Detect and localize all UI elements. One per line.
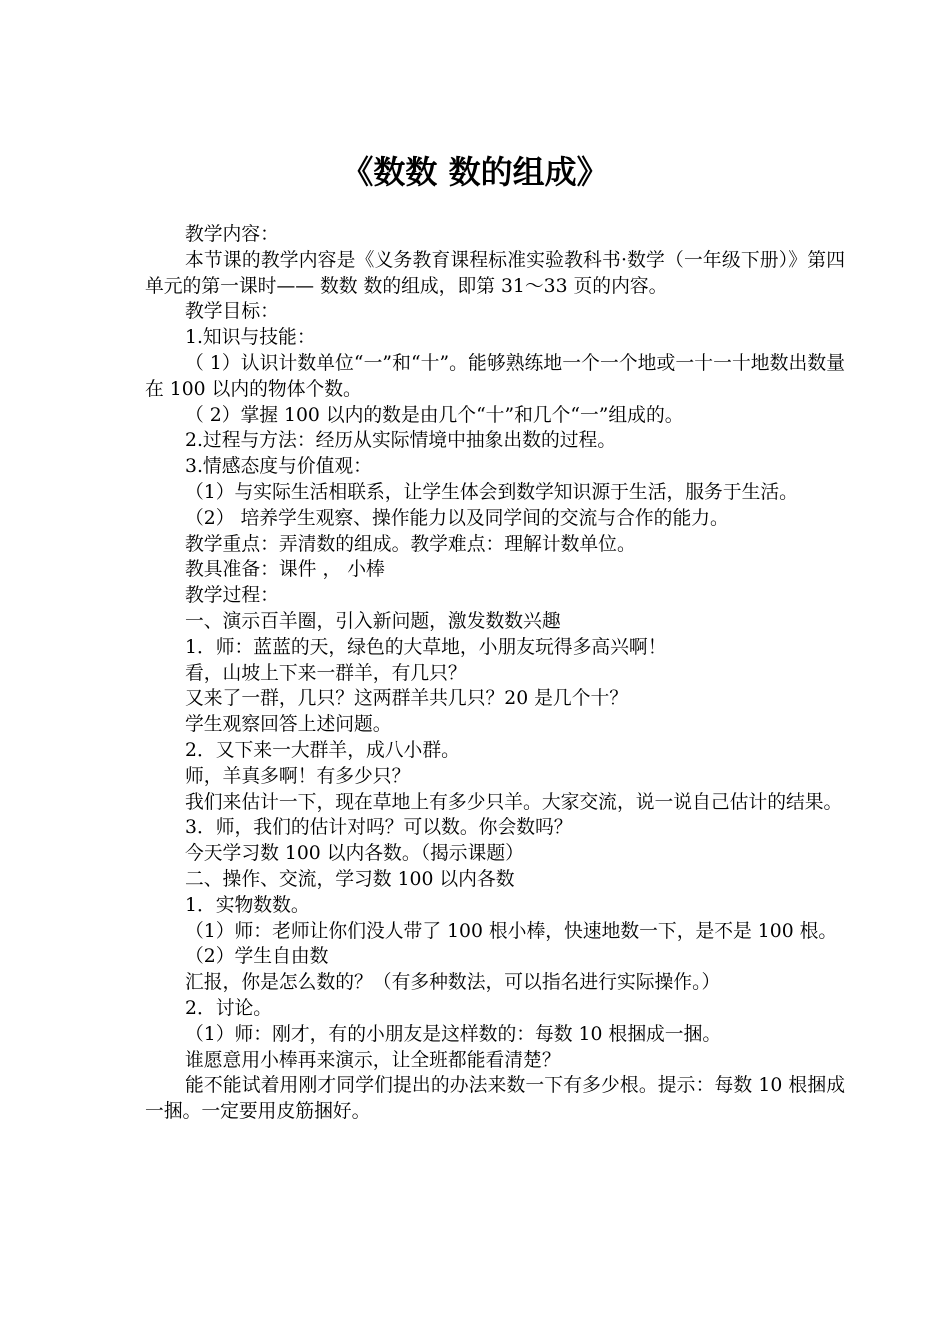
paragraph: 1．实物数数。 (185, 894, 310, 916)
paragraph: （ 2）掌握 100 以内的数是由几个“十”和几个“一”组成的。 (185, 404, 684, 426)
paragraph: 教学内容： (185, 224, 279, 245)
paragraph: 今天学习数 100 以内各数。（揭示课题） (185, 843, 524, 865)
document-body (145, 222, 845, 1125)
paragraph: 2．又下来一大群羊，成八小群。 (185, 739, 460, 761)
document-title: 《数数 数的组成》 (341, 153, 609, 191)
paragraph: （1）与实际生活相联系，让学生体会到数学知识源于生活，服务于生活。 (185, 481, 798, 503)
paragraph: 二、操作、交流，学习数 100 以内各数 (185, 868, 515, 890)
paragraph: （2）学生自由数 (185, 946, 329, 968)
paragraph: 汇报，你是怎么数的？（有多种数法，可以指名进行实际操作。） (185, 972, 721, 994)
paragraph: 2.过程与方法：经历从实际情境中抽象出数的过程。 (185, 430, 617, 452)
paragraph: 谁愿意用小棒再来演示，让全班都能看清楚？ (185, 1049, 561, 1071)
paragraph: 2．讨论。 (185, 997, 273, 1019)
paragraph: （1）师：刚才，有的小朋友是这样数的：每数 10 根捆成一捆。 (185, 1023, 722, 1045)
paragraph: 又来了一群，几只？这两群羊共几只？20 是几个十？ (185, 688, 629, 710)
paragraph: （ 1）认识计数单位“一”和“十”。能够熟练地一个一个地或一十一十地数出数量在 100 以内的物体个数。 (145, 352, 845, 400)
paragraph: 教学重点：弄清数的组成。教学难点：理解计数单位。 (185, 533, 636, 555)
paragraph: 学生观察回答上述问题。 (185, 714, 392, 736)
paragraph: 教学目标： (185, 301, 279, 323)
paragraph: 一、演示百羊圈，引入新问题，激发数数兴趣 (185, 610, 561, 632)
paragraph: 3．师，我们的估计对吗？可以数。你会数吗？ (185, 817, 573, 839)
paragraph: 3.情感态度与价值观： (185, 456, 372, 478)
paragraph: 能不能试着用刚才同学们提出的办法来数一下有多少根。提示：每数 10 根捆成一捆。一定要用皮筋捆好。 (145, 1075, 845, 1123)
paragraph: 师，羊真多啊！有多少只？ (185, 765, 411, 787)
paragraph: 教学过程： (185, 585, 279, 607)
paragraph: 本节课的教学内容是《义务教育课程标准实验教科书·数学（一年级下册）》第四单元的第一课时—— 数数 数的组成，即第 31～33 页的内容。 (145, 249, 845, 297)
paragraph: 1.知识与技能： (185, 327, 316, 349)
paragraph: （2） 培养学生观察、操作能力以及同学间的交流与合作的能力。 (185, 507, 729, 529)
paragraph: 我们来估计一下，现在草地上有多少只羊。大家交流，说一说自己估计的结果。 (185, 791, 843, 813)
paragraph: 教具准备：课件 ， 小棒 (185, 559, 385, 581)
paragraph: 看，山坡上下来一群羊，有几只？ (185, 662, 467, 684)
paragraph: 1．师：蓝蓝的天，绿色的大草地，小朋友玩得多高兴啊！ (185, 636, 667, 658)
paragraph: （1）师：老师让你们没人带了 100 根小棒，快速地数一下，是不是 100 根。 (185, 920, 838, 942)
